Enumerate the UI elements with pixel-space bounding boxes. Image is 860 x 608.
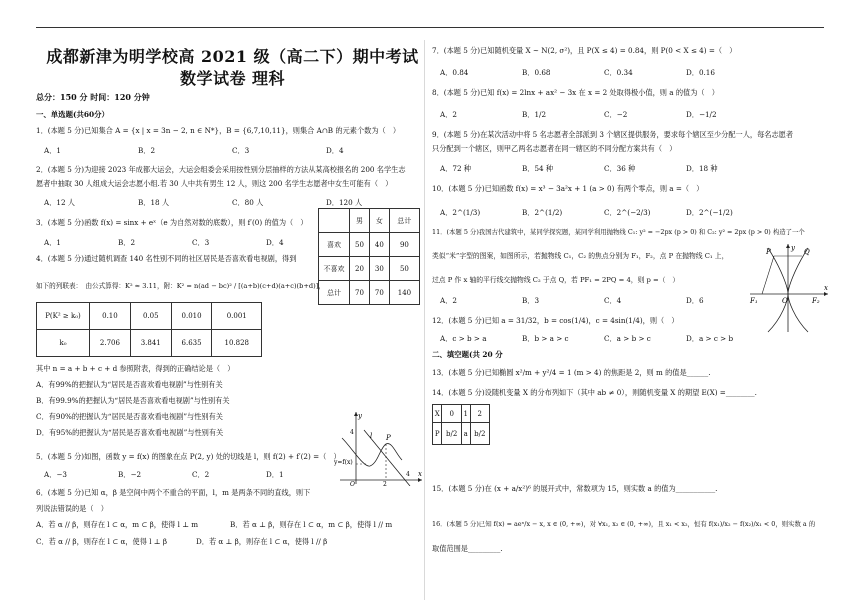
k-table-cell: 10.828 [212, 330, 262, 357]
q2-option-b: B．18 人 [138, 198, 170, 207]
q3-option-a: A．1 [44, 238, 61, 247]
tv-table-cell: 男 [350, 209, 370, 233]
parabola-q-label: Q [804, 248, 810, 256]
q2-option-a: A．12 人 [44, 198, 75, 207]
q12-option-d: D．a > c > b [686, 334, 734, 343]
parabola-p-label: P [766, 248, 771, 256]
q2-option-c: C．80 人 [232, 198, 264, 207]
graph-origin-label: O [350, 481, 355, 486]
q11-option-b: B．3 [522, 296, 540, 305]
q4-option-b: B．有99.9%的把握认为“居民是否喜欢看电视剧”与性别有关 [36, 396, 230, 405]
k-table-cell: 3.841 [130, 330, 171, 357]
q12-option-c: C．a > b > c [604, 334, 651, 343]
q2-option-d: D．120 人 [326, 198, 363, 207]
tv-table-cell: 140 [389, 281, 419, 305]
q4-option-d: D．有95%的把握认为“居民是否喜欢看电视剧”与性别有关 [36, 428, 224, 437]
dist-table-cell: 0 [442, 405, 461, 423]
q6-option-a: A．若 α // β，则存在 l ⊂ α，m ⊂ β，使得 l ⊥ m [36, 520, 199, 529]
q10-option-b: B．2^(1/2) [522, 208, 563, 217]
tv-table-cell: 总计 [319, 281, 350, 305]
question-4-line1: 4．(本题 5 分)通过随机调查 140 名性别不同的社区居民是否喜欢看电视剧，得到 [36, 254, 297, 263]
q3-option-c: C．3 [192, 238, 210, 247]
q5-option-b: B．−2 [118, 470, 142, 479]
graph-four-label: 4 [406, 471, 410, 478]
question-11-line3: 过点 P 作 x 轴的平行线交抛物线 C₂ 于点 Q，若 PF₁ = 2PQ = 4，则 p =（ ） [432, 276, 680, 284]
question-7: 7．(本题 5 分)已知随机变量 X ~ N(2, σ²)，且 P(X ≤ 4) = 0.84，则 P(0 < X ≤ 4) =（ ） [432, 46, 737, 55]
q8-option-b: B．1/2 [522, 110, 547, 119]
q1-option-a: A．1 [44, 146, 61, 155]
k-table-cell: 6.635 [171, 330, 212, 357]
dist-table-cell: X [433, 405, 442, 423]
question-11-line2: 类似“米”字型的图案，如图所示，若抛物线 C₁，C₂ 的焦点分别为 F₁，F₂，点 P 在抛物线 C₁ 上， [432, 252, 729, 260]
parabola-f1-label: F₁ [750, 297, 758, 305]
tv-table-cell: 女 [369, 209, 389, 233]
graph-p-label: P [386, 434, 391, 442]
question-12: 12．(本题 5 分)已知 a = 31/32，b = cos(1/4)，c = 4sin(1/4)，则（ ） [432, 316, 679, 325]
q1-option-c: C．3 [232, 146, 250, 155]
graph-two-label: 2 [383, 481, 387, 486]
k-table-cell: P(K² ≥ k₀) [37, 303, 90, 330]
dist-table-cell: a [461, 423, 470, 445]
question-3: 3．(本题 5 分)函数 f(x) = sinx + eˣ（e 为自然对数的底数），则 f′(0) 的值为（ ） [36, 218, 308, 227]
k-table-cell: k₀ [37, 330, 90, 357]
dist-table-cell: b/2 [442, 423, 461, 445]
tv-table-cell: 总计 [389, 209, 419, 233]
parabola-origin-label: O [782, 297, 788, 305]
q9-option-a: A．72 种 [440, 164, 471, 173]
tv-table-cell: 90 [389, 233, 419, 257]
q9-option-c: C．36 种 [604, 164, 636, 173]
tangent-graph-figure [330, 408, 425, 486]
parabola-y-label: y [791, 244, 795, 252]
k-table-cell: 2.706 [90, 330, 131, 357]
q10-option-d: D．2^(−1/2) [686, 208, 733, 217]
distribution-table [432, 404, 490, 445]
tv-table-cell: 70 [369, 281, 389, 305]
q9-option-d: D．18 种 [686, 164, 718, 173]
question-2-line1: 2．(本题 5 分)为迎接 2023 年成都大运会，大运会组委会采用按性别分层抽样的方法从某高校报名的 200 名学生志 [36, 165, 406, 174]
q4-option-c: C．有90%的把握认为“居民是否喜欢看电视剧”与性别有关 [36, 412, 223, 421]
q3-option-d: D．4 [266, 238, 284, 247]
question-4-line2: 如下的列联表： 由公式算得：K² ≈ 3.11，附：K² = n(ad − bc)² / [(a+b)(c+d)(a+c)(b+d)]， [36, 282, 325, 290]
section-fill-blank: 二、填空题(共 20 分 [432, 350, 503, 359]
q5-option-c: C．2 [192, 470, 210, 479]
question-9-line1: 9．(本题 5 分)在某次活动中将 5 名志愿者全部派到 3 个辖区提供服务，要求每个辖区至少分配一人，每名志愿者 [432, 130, 794, 139]
tv-table-cell: 70 [350, 281, 370, 305]
graph-x-label: x [418, 470, 422, 478]
q6-option-c: C．若 α // β，则存在 l ⊂ α，使得 l ⊥ β [36, 537, 167, 546]
q7-option-a: A．0.84 [440, 68, 469, 77]
q7-option-c: C．0.34 [604, 68, 633, 77]
k-table-cell: 0.10 [90, 303, 131, 330]
tv-table-cell: 30 [369, 257, 389, 281]
exam-title: 成都新津为明学校高 2021 级（高二下）期中考试 [46, 47, 419, 66]
k-square-table [36, 302, 262, 357]
parabola-x-label: x [824, 284, 828, 292]
question-15: 15．(本题 5 分)在 (x + a/x²)⁶ 的展开式中，常数项为 15，则实数 a 的值为___________. [432, 484, 718, 493]
q4-option-a: A．有99%的把握认为“居民是否喜欢看电视剧”与性别有关 [36, 380, 223, 389]
column-divider [424, 40, 425, 600]
section-single-choice: 一、单选题(共60分） [36, 110, 109, 119]
tv-table-cell: 50 [350, 233, 370, 257]
parabola-figure [748, 240, 830, 334]
tv-contingency-table [318, 208, 420, 305]
q5-option-d: D．1 [266, 470, 284, 479]
question-14: 14．(本题 5 分)设随机变量 X 的分布列如下（其中 ab ≠ 0），则随机变量 X 的期望 E(X) =________. [432, 388, 757, 397]
q1-option-d: D．4 [326, 146, 344, 155]
exam-subtitle: 数学试卷 理科 [179, 69, 286, 88]
dist-table-cell: 1 [461, 405, 470, 423]
parabola-f2-label: F₂ [812, 297, 820, 305]
question-1: 1．(本题 5 分)已知集合 A = {x | x = 3n − 2, n ∈ N*}，B = {6,7,10,11}，则集合 A∩B 的元素个数为（ ） [36, 126, 401, 135]
dist-table-cell: P [433, 423, 442, 445]
top-rule [36, 27, 824, 28]
graph-l-label: l [370, 432, 373, 440]
q7-option-b: B．0.68 [522, 68, 551, 77]
q10-option-c: C．2^(−2/3) [604, 208, 651, 217]
question-9-line2: 只分配到一个辖区，则甲乙两名志愿者在同一辖区的不同分配方案共有（ ） [432, 144, 677, 153]
q9-option-b: B．54 种 [522, 164, 554, 173]
question-6-line2: 列说法错误的是（ ） [36, 504, 108, 513]
q8-option-d: D．−1/2 [686, 110, 717, 119]
k-table-cell: 0.010 [171, 303, 212, 330]
graph-y-label: y [358, 412, 362, 420]
k-table-cell: 0.05 [130, 303, 171, 330]
q8-option-a: A．2 [440, 110, 457, 119]
question-8: 8．(本题 5 分)已知 f(x) = 2lnx + ax² − 3x 在 x = 2 处取得极小值，则 a 的值为（ ） [432, 88, 719, 97]
q10-option-a: A．2^(1/3) [440, 208, 481, 217]
tv-table-cell [319, 209, 350, 233]
q3-option-b: B．2 [118, 238, 136, 247]
exam-meta: 总分：150 分 时间：120 分钟 [36, 92, 150, 102]
question-10: 10．(本题 5 分)已知函数 f(x) = x³ − 3a²x + 1 (a > 0) 有两个零点，则 a =（ ） [432, 184, 704, 193]
q6-option-d: D．若 α ⊥ β，则存在 l ⊂ α，使得 l // β [196, 537, 328, 546]
graph-four-y-label: 4 [350, 429, 354, 436]
dist-table-cell: 2 [470, 405, 489, 423]
tv-table-cell: 不喜欢 [319, 257, 350, 281]
q7-option-d: D．0.16 [686, 68, 715, 77]
question-5: 5．(本题 5 分)如图，函数 y = f(x) 的图象在点 P(2, y) 处的切线是 l，则 f(2) + f′(2) =（ ） [36, 452, 341, 461]
question-11-line1: 11．(本题 5 分)我国古代建筑中，某同学探究题，某同学利用抛物线 C₁: y² = −2px (p > 0) 和 C₂: y² = 2px (p > 0) 构造了一个 [432, 228, 805, 236]
q8-option-c: C．−2 [604, 110, 628, 119]
tv-table-cell: 40 [369, 233, 389, 257]
dist-table-cell: b/2 [470, 423, 489, 445]
graph-fx-label: y=f(x) [334, 459, 353, 466]
q5-option-a: A．−3 [44, 470, 67, 479]
tv-table-cell: 20 [350, 257, 370, 281]
tv-table-cell: 50 [389, 257, 419, 281]
q11-option-a: A．2 [440, 296, 457, 305]
q11-option-c: C．4 [604, 296, 622, 305]
q6-option-b: B．若 α ⊥ β，则存在 l ⊂ α，m ⊂ β，使得 l // m [230, 520, 393, 529]
k-table-cell: 0.001 [212, 303, 262, 330]
q1-option-b: B．2 [138, 146, 156, 155]
question-16-line2: 取值范围是_________. [432, 544, 503, 553]
question-2-line2: 愿者中抽取 30 人组成大运会志愿小组.若 30 人中共有男生 12 人，则这 200 名学生志愿者中女生可能有（ ） [36, 179, 393, 188]
q11-option-d: D．6 [686, 296, 704, 305]
question-13: 13．(本题 5 分)已知椭圆 x²/m + y²/4 = 1 (m > 4) 的焦距是 2，则 m 的值是______. [432, 368, 711, 377]
question-4-line3: 其中 n = a + b + c + d 参照附表，得到的正确结论是（ ） [36, 364, 235, 373]
q12-option-b: B．b > a > c [522, 334, 569, 343]
tv-table-cell: 喜欢 [319, 233, 350, 257]
question-16-line1: 16．(本题 5 分)已知 f(x) = aeˣ/x − x, x ∈ (0, +∞)，对 ∀x₁, x₂ ∈ (0, +∞)，且 x₁ < x₂，恒有 f(x₁)/x₂ − f(x₂)/x₁ < 0，则实数 a 的 [432, 520, 816, 528]
q12-option-a: A．c > b > a [440, 334, 487, 343]
question-6-line1: 6．(本题 5 分)已知 α，β 是空间中两个不重合的平面，l，m 是两条不同的直线，则下 [36, 488, 311, 497]
